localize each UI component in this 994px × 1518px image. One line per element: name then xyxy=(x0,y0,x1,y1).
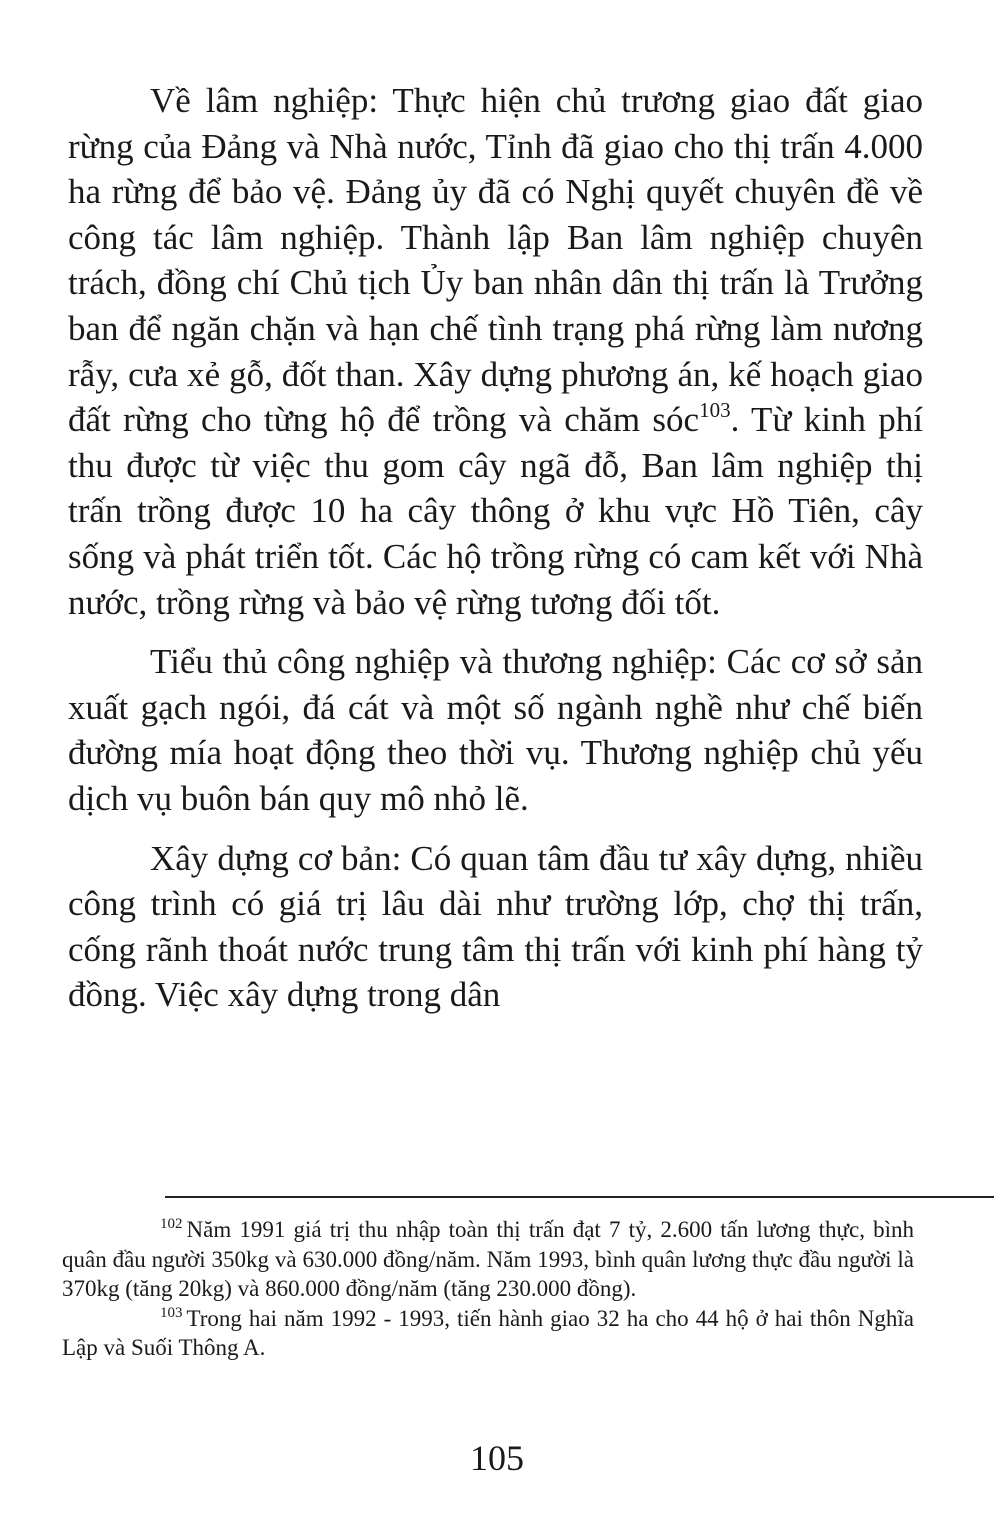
footnote-103 xyxy=(62,1304,914,1363)
main-text xyxy=(68,78,923,1032)
page-number: 105 xyxy=(470,1438,524,1478)
paragraph-handicraft-commerce: Tiểu thủ công nghiệp và thương nghiệp: Các cơ sở sản xuất gạch ngói, đá cát và một số ngành nghề như chế biến đường mía hoạt động theo thời vụ. Thương nghiệp chủ yếu dịch vụ buôn bán quy mô nhỏ lẽ. xyxy=(68,642,923,818)
footnote-number: 103 xyxy=(160,1304,183,1321)
footnote-102 xyxy=(62,1215,914,1304)
paragraph-construction: Xây dựng cơ bản: Có quan tâm đầu tư xây dựng, nhiều công trình có giá trị lâu dài như trường lớp, chợ thị trấn, cống rãnh thoát nước trung tâm thị trấn với kinh phí hàng tỷ đồng. Việc xây dựng trong dân xyxy=(68,838,923,1015)
footnote-text: Năm 1991 giá trị thu nhập toàn thị trấn đạt 7 tỷ, 2.600 tấn lương thực, bình quân đầu người 350kg và 630.000 đồng/năm. Năm 1993, bình quân lương thực đầu người là 370kg (tăng 20kg) và 860.000 đồng/năm (tăng 230.000 đồng). xyxy=(62,1217,914,1301)
footnote-divider xyxy=(165,1196,994,1198)
footnote-text: Trong hai năm 1992 - 1993, tiến hành giao 32 ha cho 44 hộ ở hai thôn Nghĩa Lập và Suối Thông A. xyxy=(62,1305,914,1360)
paragraph-forestry-text-after: . Từ kinh phí thu được từ việc thu gom cây ngã đỗ, Ban lâm nghiệp thị trấn trồng được 10 ha cây thông ở khu vực Hồ Tiên, cây sống và phát triển tốt. Các hộ trồng rừng có cam kết với Nhà nước, trồng rừng và bảo vệ rừng tương đối tốt. xyxy=(68,400,923,622)
footnote-number: 102 xyxy=(160,1216,183,1232)
footnote-ref-103: 103 xyxy=(699,398,731,423)
paragraph-forestry-text: Về lâm nghiệp: Thực hiện chủ trương giao đất giao rừng của Đảng và Nhà nước, Tỉnh đã giao cho thị trấn 4.000 ha rừng để bảo vệ. Đảng ủy đã có Nghị quyết chuyên đề về công tác lâm nghiệp. Thành lập Ban lâm nghiệp chuyên trách, đồng chí Chủ tịch Ủy ban nhân dân thị trấn là Trưởng ban để ngăn chặn và hạn chế tình trạng phá rừng làm nương rẫy, cưa xẻ gỗ, đốt than. Xây dựng phương án, kế hoạch giao đất rừng cho từng hộ để trồng và chăm sóc xyxy=(68,81,923,440)
footnotes xyxy=(62,1215,914,1363)
paragraph-forestry xyxy=(68,78,923,625)
